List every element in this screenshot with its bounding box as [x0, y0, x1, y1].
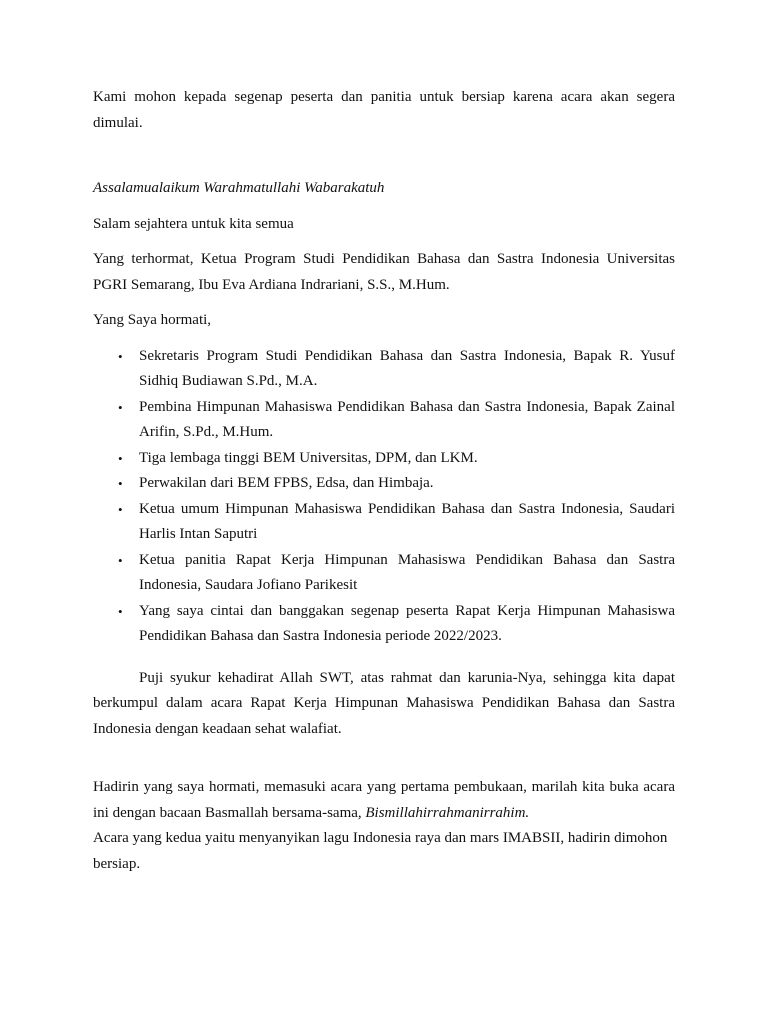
- list-item-text: Yang saya cintai dan banggakan segenap peserta Rapat Kerja Himpunan Mahasiswa Pendidikan Bahasa dan Sastra Indonesia periode 2022/2023.: [139, 602, 675, 644]
- intro-paragraph: Kami mohon kepada segenap peserta dan panitia untuk bersiap karena acara akan segera dimulai.: [93, 89, 675, 131]
- bullet-icon: •: [118, 450, 123, 466]
- list-item: [93, 599, 675, 650]
- bullet-icon: •: [118, 476, 123, 491]
- list-item-text: Tiga lembaga tinggi BEM Universitas, DPM, dan LKM.: [139, 449, 478, 466]
- list-item: [93, 548, 675, 599]
- list-item: [93, 497, 675, 548]
- list-item: [93, 395, 675, 446]
- opening-paragraph: [93, 775, 675, 826]
- list-item-text: Sekretaris Program Studi Pendidikan Bahasa dan Sastra Indonesia, Bapak R. Yusuf Sidhiq Budiawan S.Pd., M.A.: [139, 347, 675, 389]
- bullet-icon: •: [118, 552, 123, 568]
- list-item-text: Ketua umum Himpunan Mahasiswa Pendidikan Bahasa dan Sastra Indonesia, Saudari Harlis Intan Saputri: [139, 500, 675, 542]
- list-item-text: Pembina Himpunan Mahasiswa Pendidikan Bahasa dan Sastra Indonesia, Bapak Zainal Arifin, S.Pd., M.Hum.: [139, 398, 675, 440]
- honored-guests-list: [93, 344, 675, 650]
- list-item: [93, 446, 675, 472]
- bullet-icon: •: [118, 348, 123, 364]
- bullet-icon: •: [118, 399, 123, 415]
- honorific-ketua-paragraph: Yang terhormat, Ketua Program Studi Pendidikan Bahasa dan Sastra Indonesia Universitas PGRI Semarang, Ibu Eva Ardiana Indrariani, S.S., M.Hum.: [93, 251, 675, 293]
- list-item-text: Perwakilan dari BEM FPBS, Edsa, dan Himbaja.: [139, 475, 434, 491]
- bullet-icon: •: [118, 603, 123, 619]
- bullet-icon: •: [118, 501, 123, 517]
- honorific-intro-line: Yang Saya hormati,: [93, 312, 212, 328]
- list-item-text: Ketua panitia Rapat Kerja Himpunan Mahasiswa Pendidikan Bahasa dan Sastra Indonesia, Saudara Jofiano Parikesit: [139, 551, 675, 593]
- opening-text: Hadirin yang saya hormati, memasuki acara yang pertama pembukaan, marilah kita buka acara ini dengan bacaan Basmallah bersama-sama,: [93, 779, 675, 821]
- greeting-salam-sejahtera: Salam sejahtera untuk kita semua: [93, 215, 294, 232]
- second-agenda-paragraph: Acara yang kedua yaitu menyanyikan lagu Indonesia raya dan mars IMABSII, hadirin dimohon bersiap.: [93, 830, 668, 872]
- list-item: [93, 471, 675, 497]
- greeting-assalamualaikum: Assalamualaikum Warahmatullahi Wabarakatuh: [93, 180, 385, 196]
- list-item: [93, 344, 675, 395]
- basmallah-text: Bismillahirrahmanirrahim.: [365, 804, 530, 821]
- gratitude-paragraph: Puji syukur kehadirat Allah SWT, atas rahmat dan karunia-Nya, sehingga kita dapat berkumpul dalam acara Rapat Kerja Himpunan Mahasiswa Pendidikan Bahasa dan Sastra Indonesia dengan keadaan sehat walafiat.: [93, 669, 675, 737]
